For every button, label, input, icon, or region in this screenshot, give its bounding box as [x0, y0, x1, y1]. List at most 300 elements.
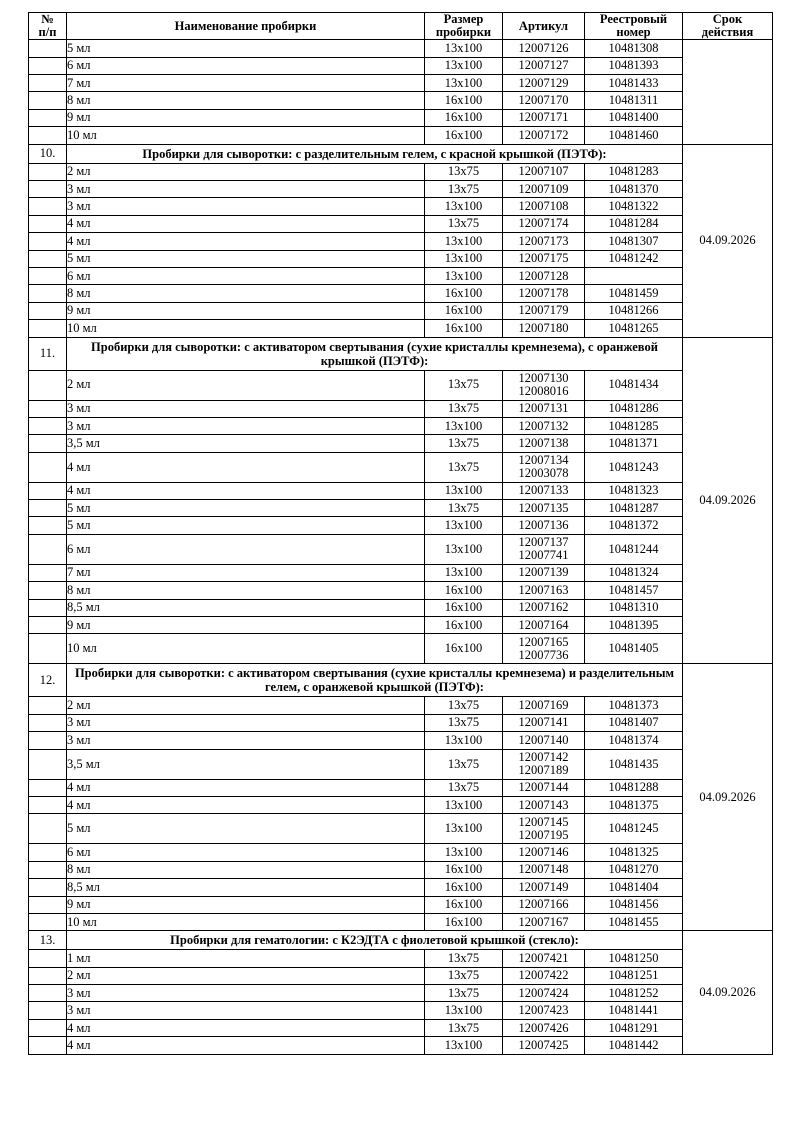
- row-article: 12007422: [503, 967, 585, 984]
- row-article: 12007144: [503, 779, 585, 796]
- row-article: 12007138: [503, 435, 585, 452]
- row-article: 12007421: [503, 950, 585, 967]
- row-number: [29, 1002, 67, 1019]
- row-tube-name: 5 мл: [67, 500, 425, 517]
- row-tube-size: 13x75: [425, 435, 503, 452]
- row-number: [29, 517, 67, 534]
- row-tube-size: 16x100: [425, 599, 503, 616]
- row-number: [29, 109, 67, 126]
- row-number: [29, 779, 67, 796]
- row-tube-name: 10 мл: [67, 127, 425, 144]
- table-row: [29, 400, 773, 417]
- row-tube-size: 13x75: [425, 967, 503, 984]
- row-registry-number: 10481460: [585, 127, 683, 144]
- row-tube-size: 13x100: [425, 267, 503, 284]
- table-row: [29, 896, 773, 913]
- row-tube-name: 1 мл: [67, 950, 425, 967]
- table-row: [29, 40, 773, 57]
- row-registry-number: 10481456: [585, 896, 683, 913]
- table-row: [29, 913, 773, 930]
- table-row: [29, 92, 773, 109]
- row-tube-name: 2 мл: [67, 163, 425, 180]
- row-registry-number: 10481242: [585, 250, 683, 267]
- row-registry-number: 10481405: [585, 634, 683, 664]
- row-tube-size: 13x75: [425, 500, 503, 517]
- row-tube-size: 13x100: [425, 517, 503, 534]
- row-tube-name: 5 мл: [67, 814, 425, 844]
- section-term-date: 04.09.2026: [683, 931, 773, 1054]
- row-tube-name: 3 мл: [67, 985, 425, 1002]
- row-registry-number: 10481441: [585, 1002, 683, 1019]
- table-row: [29, 814, 773, 844]
- row-registry-number: 10481252: [585, 985, 683, 1002]
- row-tube-size: 13x100: [425, 75, 503, 92]
- row-number: [29, 452, 67, 482]
- row-article: 12007172: [503, 127, 585, 144]
- row-number: [29, 599, 67, 616]
- row-number: [29, 844, 67, 861]
- row-number: [29, 967, 67, 984]
- row-registry-number: 10481284: [585, 215, 683, 232]
- row-number: [29, 861, 67, 878]
- header-size: [425, 13, 503, 40]
- row-number: [29, 198, 67, 215]
- header-registry-line2: номер: [616, 25, 651, 40]
- row-tube-name: 7 мл: [67, 564, 425, 581]
- table-header: [29, 13, 773, 40]
- row-article: 12007173: [503, 233, 585, 250]
- row-tube-name: 3 мл: [67, 417, 425, 434]
- row-registry-number: 10481322: [585, 198, 683, 215]
- table-row: [29, 634, 773, 664]
- row-registry-number: 10481325: [585, 844, 683, 861]
- row-number: [29, 896, 67, 913]
- row-tube-name: 5 мл: [67, 250, 425, 267]
- row-tube-size: 13x100: [425, 250, 503, 267]
- section-term-date: 04.09.2026: [683, 664, 773, 931]
- row-tube-size: 13x75: [425, 370, 503, 400]
- section-term-date: 04.09.2026: [683, 337, 773, 664]
- row-number: [29, 302, 67, 319]
- table-row: [29, 57, 773, 74]
- row-tube-name: 9 мл: [67, 302, 425, 319]
- row-registry-number: 10481245: [585, 814, 683, 844]
- row-tube-name: 9 мл: [67, 109, 425, 126]
- header-number-line2: п/п: [38, 25, 57, 40]
- row-tube-size: 13x75: [425, 215, 503, 232]
- table-row: [29, 500, 773, 517]
- row-number: [29, 634, 67, 664]
- row-number: [29, 400, 67, 417]
- row-article: 12007127: [503, 57, 585, 74]
- section-term-date: 04.09.2026: [683, 144, 773, 337]
- table-section-row: [29, 337, 773, 370]
- row-tube-name: 4 мл: [67, 796, 425, 813]
- row-registry-number: 10481442: [585, 1037, 683, 1054]
- table-row: [29, 285, 773, 302]
- row-article: 12007149: [503, 879, 585, 896]
- row-tube-name: 3 мл: [67, 198, 425, 215]
- row-article: 12007162: [503, 599, 585, 616]
- table-row: [29, 198, 773, 215]
- row-tube-name: 6 мл: [67, 534, 425, 564]
- row-tube-name: 8 мл: [67, 92, 425, 109]
- row-tube-size: 13x75: [425, 1019, 503, 1036]
- row-registry-number: 10481311: [585, 92, 683, 109]
- row-tube-name: 8,5 мл: [67, 879, 425, 896]
- table-row: [29, 215, 773, 232]
- row-tube-name: 2 мл: [67, 967, 425, 984]
- table-row: [29, 950, 773, 967]
- row-number: [29, 250, 67, 267]
- row-tube-name: 3,5 мл: [67, 435, 425, 452]
- row-registry-number: 10481285: [585, 417, 683, 434]
- row-article: 12007108: [503, 198, 585, 215]
- header-article: Артикул: [503, 13, 585, 40]
- row-tube-name: 10 мл: [67, 320, 425, 337]
- header-term-line1: Срок: [712, 12, 743, 26]
- row-number: [29, 370, 67, 400]
- row-article: 12007180: [503, 320, 585, 337]
- row-tube-size: 16x100: [425, 634, 503, 664]
- row-tube-size: 13x75: [425, 452, 503, 482]
- table-row: [29, 127, 773, 144]
- table-row: [29, 163, 773, 180]
- row-registry-number: 10481434: [585, 370, 683, 400]
- table-row: [29, 180, 773, 197]
- header-number-line1: №: [41, 12, 54, 26]
- table-row: [29, 517, 773, 534]
- row-tube-name: 3 мл: [67, 714, 425, 731]
- row-article: 12007170: [503, 92, 585, 109]
- row-tube-name: 4 мл: [67, 215, 425, 232]
- row-tube-name: 8,5 мл: [67, 599, 425, 616]
- section-title: Пробирки для сыворотки: с разделительным гелем, с красной крышкой (ПЭТФ):: [67, 144, 683, 163]
- row-article: 12007128: [503, 267, 585, 284]
- row-number: [29, 879, 67, 896]
- row-number: [29, 985, 67, 1002]
- row-registry-number: 10481323: [585, 482, 683, 499]
- row-article: 12007143: [503, 796, 585, 813]
- row-number: [29, 215, 67, 232]
- row-tube-name: 4 мл: [67, 233, 425, 250]
- row-registry-number: 10481251: [585, 967, 683, 984]
- row-tube-size: 13x100: [425, 1037, 503, 1054]
- row-article: 12007171: [503, 109, 585, 126]
- row-number: [29, 564, 67, 581]
- row-article: 12007135: [503, 500, 585, 517]
- row-article: 12007175: [503, 250, 585, 267]
- row-number: [29, 732, 67, 749]
- row-tube-name: 6 мл: [67, 844, 425, 861]
- row-number: [29, 320, 67, 337]
- row-number: [29, 40, 67, 57]
- table-row: [29, 879, 773, 896]
- row-article: 12007142 12007189: [503, 749, 585, 779]
- table-row: [29, 749, 773, 779]
- row-tube-name: 8 мл: [67, 285, 425, 302]
- table-row: [29, 1037, 773, 1054]
- row-tube-name: 7 мл: [67, 75, 425, 92]
- table-row: [29, 109, 773, 126]
- row-tube-name: 10 мл: [67, 913, 425, 930]
- row-number: [29, 267, 67, 284]
- row-number: [29, 796, 67, 813]
- row-tube-name: 4 мл: [67, 1037, 425, 1054]
- row-article: 12007423: [503, 1002, 585, 1019]
- row-article: 12007130 12008016: [503, 370, 585, 400]
- table-row: [29, 320, 773, 337]
- row-tube-size: 16x100: [425, 879, 503, 896]
- table-row: [29, 1019, 773, 1036]
- row-tube-size: 13x100: [425, 796, 503, 813]
- table-row: [29, 534, 773, 564]
- row-tube-name: 9 мл: [67, 896, 425, 913]
- row-tube-size: 16x100: [425, 109, 503, 126]
- row-tube-size: 13x100: [425, 57, 503, 74]
- row-registry-number: 10481455: [585, 913, 683, 930]
- table-row: [29, 617, 773, 634]
- table-row: [29, 861, 773, 878]
- row-article: 12007424: [503, 985, 585, 1002]
- row-number: [29, 180, 67, 197]
- table-row: [29, 732, 773, 749]
- header-number: [29, 13, 67, 40]
- row-number: [29, 617, 67, 634]
- row-number: [29, 482, 67, 499]
- row-tube-size: 13x75: [425, 163, 503, 180]
- row-tube-size: 13x100: [425, 233, 503, 250]
- row-registry-number: 10481250: [585, 950, 683, 967]
- row-tube-size: 16x100: [425, 913, 503, 930]
- table-body: [29, 40, 773, 1054]
- row-tube-name: 5 мл: [67, 517, 425, 534]
- section-number: 10.: [29, 144, 67, 163]
- row-tube-size: 13x100: [425, 482, 503, 499]
- row-tube-name: 3 мл: [67, 180, 425, 197]
- table-row: [29, 796, 773, 813]
- row-number: [29, 950, 67, 967]
- table-row: [29, 714, 773, 731]
- row-registry-number: 10481307: [585, 233, 683, 250]
- table-row: [29, 967, 773, 984]
- table-section-row: [29, 144, 773, 163]
- row-number: [29, 500, 67, 517]
- row-tube-name: 3 мл: [67, 400, 425, 417]
- row-registry-number: 10481370: [585, 180, 683, 197]
- row-registry-number: 10481435: [585, 749, 683, 779]
- table-row: [29, 985, 773, 1002]
- row-registry-number: 10481400: [585, 109, 683, 126]
- table-row: [29, 435, 773, 452]
- row-article: 12007131: [503, 400, 585, 417]
- row-article: 12007134 12003078: [503, 452, 585, 482]
- row-number: [29, 714, 67, 731]
- row-number: [29, 57, 67, 74]
- table-row: [29, 779, 773, 796]
- row-tube-size: 13x75: [425, 950, 503, 967]
- row-article: 12007166: [503, 896, 585, 913]
- row-registry-number: 10481270: [585, 861, 683, 878]
- row-number: [29, 913, 67, 930]
- header-registry-line1: Реестровый: [599, 12, 668, 26]
- header-registry-number: [585, 13, 683, 40]
- row-number: [29, 163, 67, 180]
- row-tube-name: 4 мл: [67, 482, 425, 499]
- header-size-line2: пробирки: [435, 25, 492, 40]
- row-article: 12007145 12007195: [503, 814, 585, 844]
- table-row: [29, 250, 773, 267]
- table-row: [29, 482, 773, 499]
- header-name: Наименование пробирки: [67, 13, 425, 40]
- row-tube-name: 4 мл: [67, 452, 425, 482]
- section-title: Пробирки для гематологии: с К2ЭДТА с фиолетовой крышкой (стекло):: [67, 931, 683, 950]
- row-number: [29, 534, 67, 564]
- row-registry-number: 10481324: [585, 564, 683, 581]
- row-article: 12007167: [503, 913, 585, 930]
- row-registry-number: 10481457: [585, 582, 683, 599]
- row-number: [29, 127, 67, 144]
- row-tube-size: 16x100: [425, 617, 503, 634]
- row-registry-number: [585, 267, 683, 284]
- row-article: 12007174: [503, 215, 585, 232]
- row-tube-size: 13x75: [425, 779, 503, 796]
- row-tube-name: 3,5 мл: [67, 749, 425, 779]
- table-row: [29, 582, 773, 599]
- row-registry-number: 10481286: [585, 400, 683, 417]
- row-article: 12007132: [503, 417, 585, 434]
- row-registry-number: 10481243: [585, 452, 683, 482]
- row-registry-number: 10481371: [585, 435, 683, 452]
- row-number: [29, 814, 67, 844]
- row-tube-size: 13x100: [425, 814, 503, 844]
- section-title: Пробирки для сыворотки: с активатором свертывания (сухие кристаллы кремнезема) и разделительным гелем, с оранжевой крышкой (ПЭТФ):: [67, 664, 683, 697]
- row-article: 12007165 12007736: [503, 634, 585, 664]
- table-section-row: [29, 664, 773, 697]
- row-registry-number: 10481265: [585, 320, 683, 337]
- row-article: 12007179: [503, 302, 585, 319]
- row-tube-size: 13x100: [425, 417, 503, 434]
- table-row: [29, 1002, 773, 1019]
- row-tube-name: 2 мл: [67, 697, 425, 714]
- row-registry-number: 10481407: [585, 714, 683, 731]
- row-article: 12007425: [503, 1037, 585, 1054]
- row-tube-size: 13x75: [425, 400, 503, 417]
- row-article: 12007109: [503, 180, 585, 197]
- row-number: [29, 582, 67, 599]
- row-article: 12007137 12007741: [503, 534, 585, 564]
- row-tube-name: 6 мл: [67, 267, 425, 284]
- row-article: 12007126: [503, 40, 585, 57]
- row-tube-size: 16x100: [425, 582, 503, 599]
- row-registry-number: 10481266: [585, 302, 683, 319]
- row-tube-name: 8 мл: [67, 582, 425, 599]
- row-tube-name: 9 мл: [67, 617, 425, 634]
- row-article: 12007426: [503, 1019, 585, 1036]
- row-tube-size: 13x100: [425, 1002, 503, 1019]
- row-tube-name: 10 мл: [67, 634, 425, 664]
- row-number: [29, 92, 67, 109]
- row-registry-number: 10481374: [585, 732, 683, 749]
- row-registry-number: 10481291: [585, 1019, 683, 1036]
- row-article: 12007133: [503, 482, 585, 499]
- row-tube-size: 16x100: [425, 861, 503, 878]
- row-tube-size: 16x100: [425, 302, 503, 319]
- section-title: Пробирки для сыворотки: с активатором свертывания (сухие кристаллы кремнезема), с оранжевой крышкой (ПЭТФ):: [67, 337, 683, 370]
- table-header-row: [29, 13, 773, 40]
- row-number: [29, 697, 67, 714]
- row-article: 12007163: [503, 582, 585, 599]
- row-number: [29, 1019, 67, 1036]
- row-article: 12007148: [503, 861, 585, 878]
- row-tube-size: 13x100: [425, 40, 503, 57]
- table-row: [29, 75, 773, 92]
- row-number: [29, 285, 67, 302]
- table-row: [29, 233, 773, 250]
- row-tube-size: 13x100: [425, 732, 503, 749]
- row-term-date: [683, 40, 773, 144]
- row-tube-size: 13x100: [425, 844, 503, 861]
- table-row: [29, 844, 773, 861]
- table-row: [29, 452, 773, 482]
- row-tube-size: 13x75: [425, 985, 503, 1002]
- row-registry-number: 10481372: [585, 517, 683, 534]
- row-article: 12007129: [503, 75, 585, 92]
- row-registry-number: 10481288: [585, 779, 683, 796]
- row-registry-number: 10481395: [585, 617, 683, 634]
- row-tube-size: 16x100: [425, 320, 503, 337]
- row-number: [29, 75, 67, 92]
- table-row: [29, 370, 773, 400]
- row-tube-name: 4 мл: [67, 779, 425, 796]
- row-registry-number: 10481373: [585, 697, 683, 714]
- row-article: 12007169: [503, 697, 585, 714]
- row-tube-size: 13x100: [425, 198, 503, 215]
- row-number: [29, 1037, 67, 1054]
- row-registry-number: 10481404: [585, 879, 683, 896]
- row-registry-number: 10481308: [585, 40, 683, 57]
- row-registry-number: 10481244: [585, 534, 683, 564]
- header-term: [683, 13, 773, 40]
- table-section-row: [29, 931, 773, 950]
- row-tube-size: 13x100: [425, 564, 503, 581]
- table-row: [29, 302, 773, 319]
- tube-registry-table: [28, 12, 773, 1055]
- row-registry-number: 10481375: [585, 796, 683, 813]
- row-tube-size: 16x100: [425, 92, 503, 109]
- section-number: 13.: [29, 931, 67, 950]
- row-article: 12007107: [503, 163, 585, 180]
- table-row: [29, 267, 773, 284]
- row-article: 12007140: [503, 732, 585, 749]
- row-tube-name: 4 мл: [67, 1019, 425, 1036]
- row-registry-number: 10481459: [585, 285, 683, 302]
- table-row: [29, 599, 773, 616]
- row-tube-size: 16x100: [425, 127, 503, 144]
- row-article: 12007164: [503, 617, 585, 634]
- row-article: 12007139: [503, 564, 585, 581]
- table-row: [29, 697, 773, 714]
- row-tube-size: 16x100: [425, 896, 503, 913]
- row-tube-name: 3 мл: [67, 1002, 425, 1019]
- table-row: [29, 417, 773, 434]
- row-article: 12007146: [503, 844, 585, 861]
- row-tube-size: 13x100: [425, 534, 503, 564]
- row-tube-size: 16x100: [425, 285, 503, 302]
- section-number: 11.: [29, 337, 67, 370]
- row-tube-size: 13x75: [425, 714, 503, 731]
- row-tube-name: 6 мл: [67, 57, 425, 74]
